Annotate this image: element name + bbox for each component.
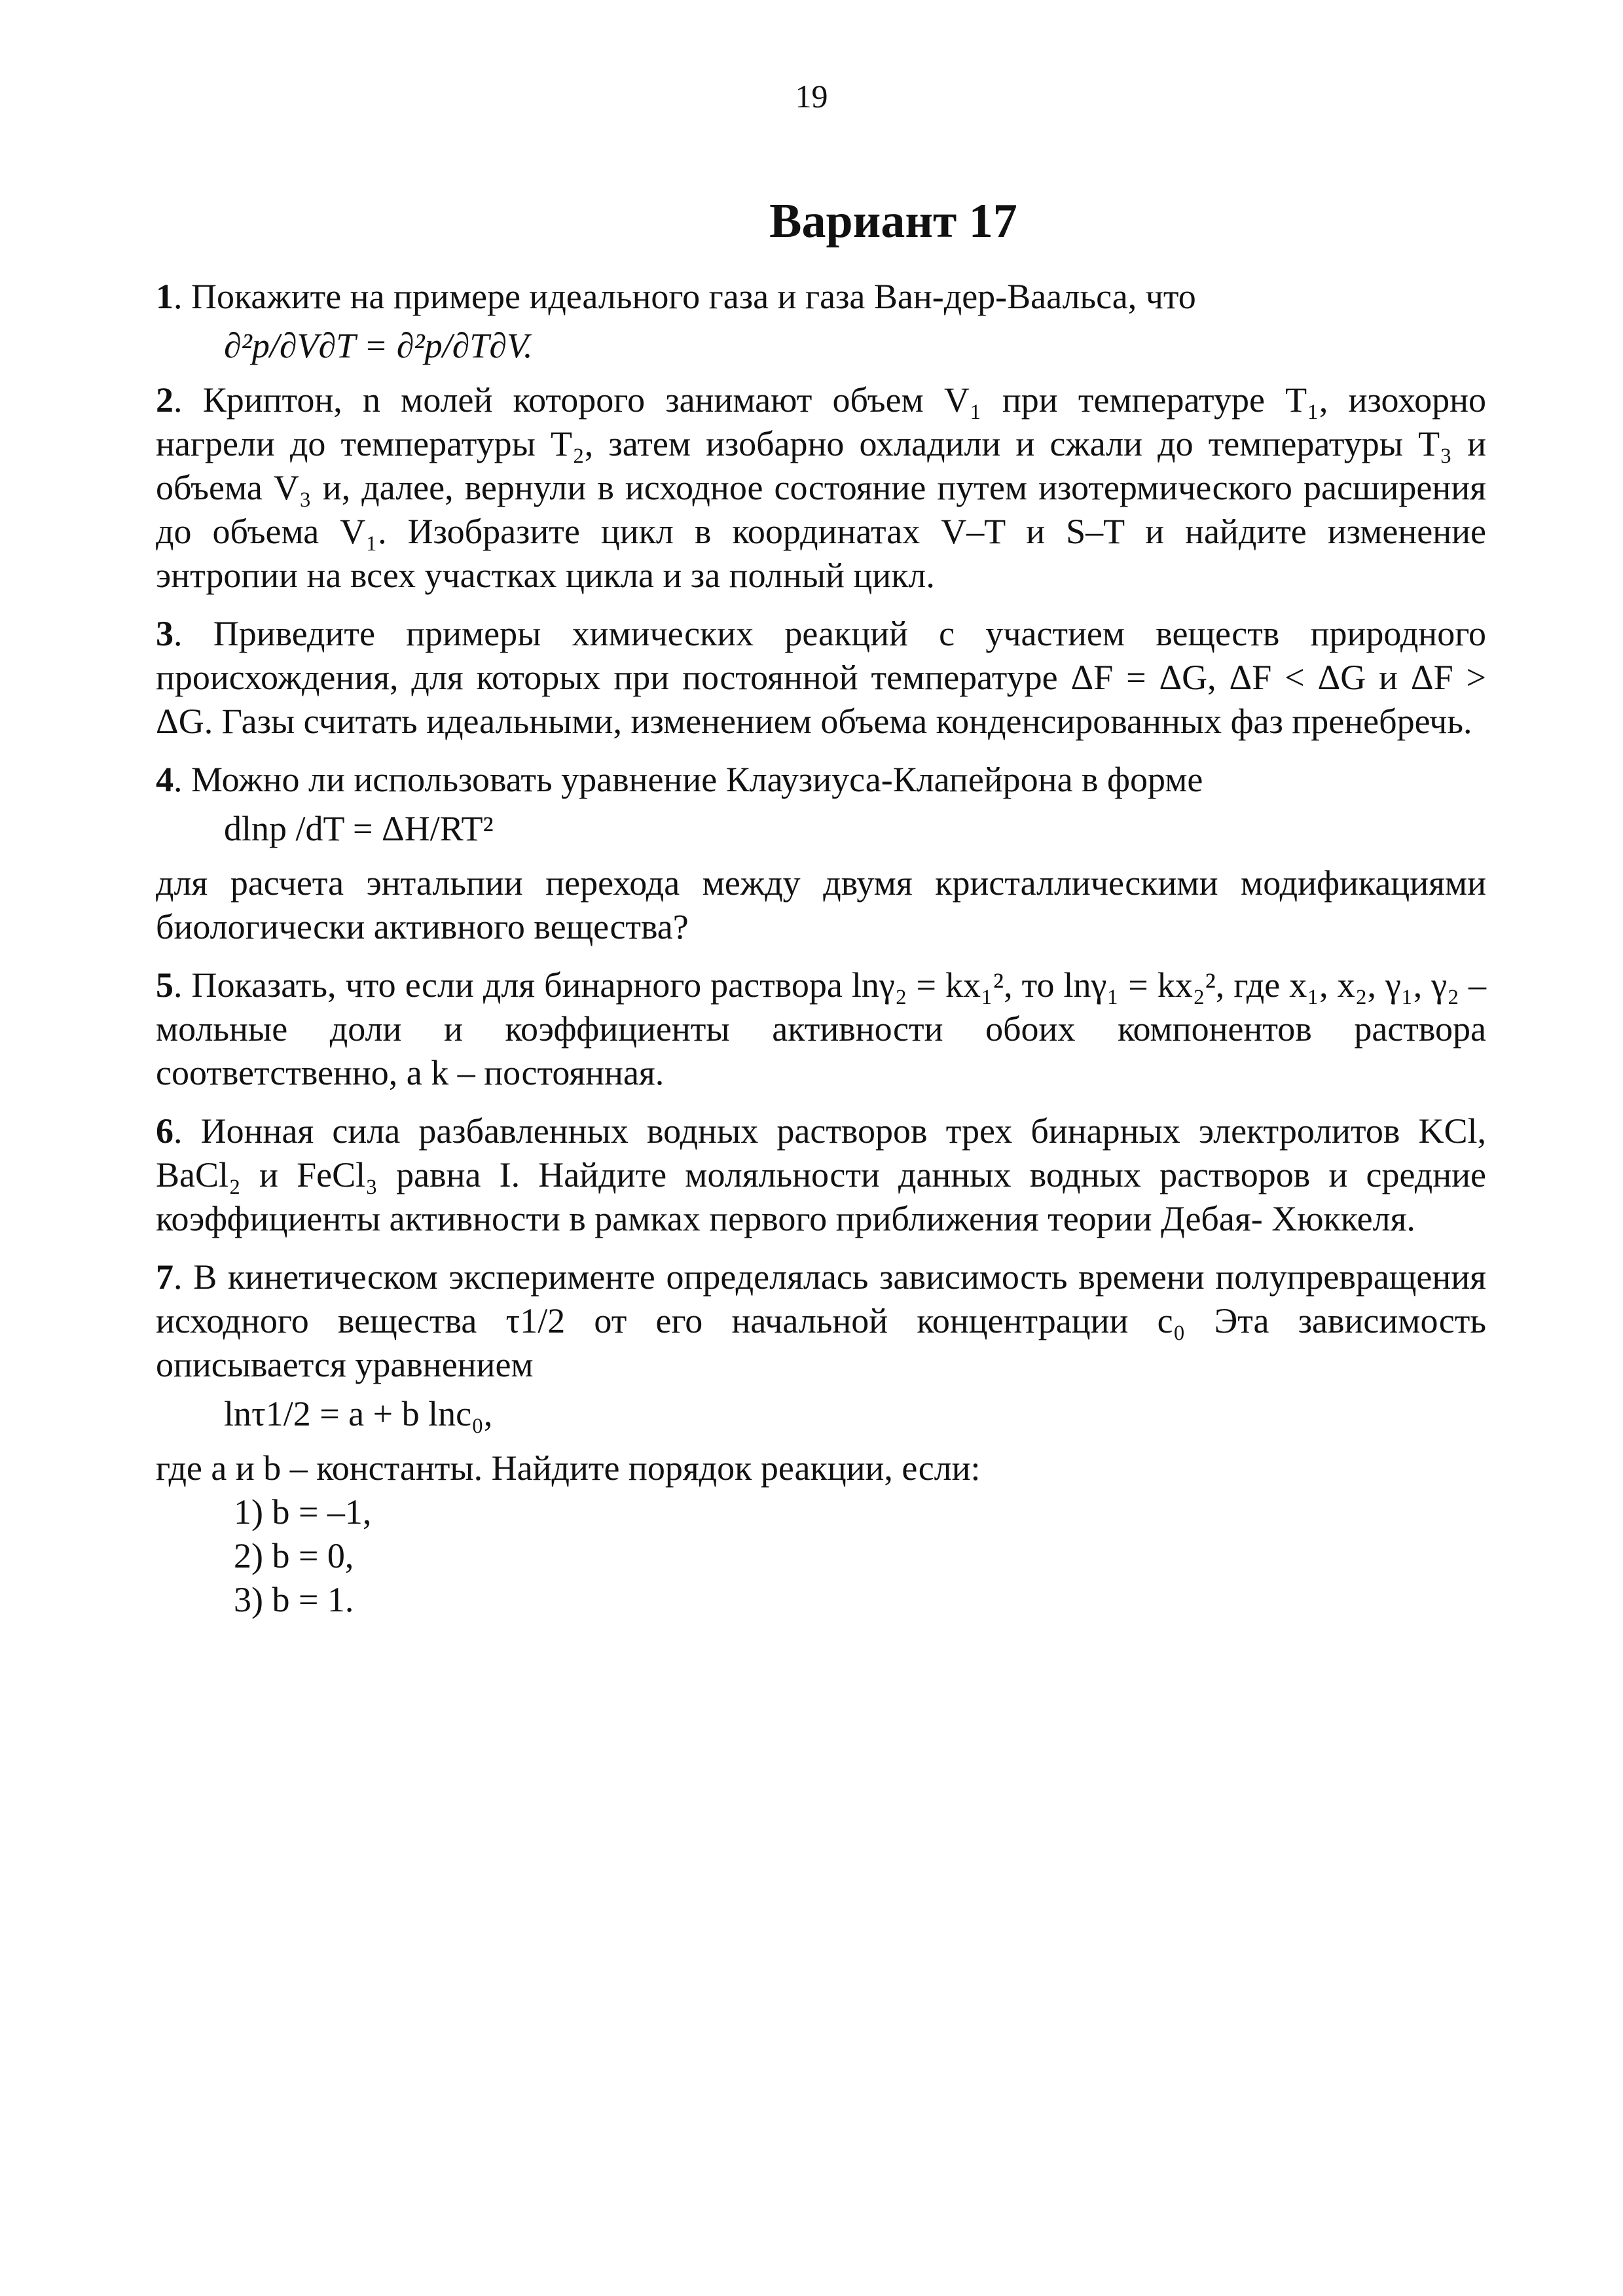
formula: dlnp /dT = ΔH/RT² [224, 809, 494, 848]
problem-continuation: где a и b – константы. Найдите порядок реакции, если: [156, 1448, 981, 1488]
problem-text: Показать, что если для бинарного раствора lnγ₂ = kx₁², то lnγ₁ = kx₂², где x₁, x₂, γ₁, γ₂ – мольные доли и коэффициенты активности обоих компонентов раствора соответственно, а k – постоянная. [156, 965, 1486, 1092]
problem-text: Криптон, n молей которого занимают объем V₁ при температуре T₁, изохорно нагрели до температуры T₂, затем изобарно охладили и сжали до температуры T₃ и объема V₃ и, далее, вернули в исходное состояние путем изотермического расширения до объема V₁. Изобразите цикл в координатах V–T и S–T и найдите изменение энтропии на всех участках цикла и за полный цикл. [156, 380, 1486, 595]
problem-list [156, 275, 1486, 1622]
answer-option-3: 3) b = 1. [234, 1580, 354, 1619]
problem-text: Ионная сила разбавленных водных растворов трех бинарных электролитов KCl, BaCl₂ и FeCl₃ равна I. Найдите моляльности данных водных растворов и средние коэффициенты активности в рамках первого приближения теории Дебая- Хюккеля. [156, 1111, 1487, 1238]
problem-number: 4 [156, 760, 173, 799]
problem-1: 1. Покажите на примере идеального газа и газа Ван-дер-Ваальса, что ∂²p/∂V∂T = ∂²p/∂T∂V. [156, 275, 1486, 368]
problem-text: В кинетическом эксперименте определялась зависимость времени полупревращения исходного вещества τ1/2 от его начальной концентрации c₀ Эта зависимость описывается уравнением [156, 1257, 1486, 1384]
problem-text: Можно ли использовать уравнение Клаузиуса-Клапейрона в форме [191, 760, 1203, 799]
page-number: 19 [795, 78, 828, 115]
problem-6: 6. Ионная сила разбавленных водных растворов трех бинарных электролитов KCl, BaCl₂ и FeCl₃ равна I. Найдите моляльности данных водных растворов и средние коэффициенты активности в рамках первого приближения теории Дебая- Хюккеля. [156, 1111, 1487, 1238]
problem-text: Приведите примеры химических реакций с участием веществ природного происхождения, для которых при постоянной температуре ΔF = ΔG, ΔF < ΔG и ΔF > ΔG. Газы считать идеальными, изменением объема конденсированных фаз пренебречь. [156, 614, 1486, 741]
problem-number: 3 [156, 614, 173, 653]
problem-number: 6 [156, 1111, 173, 1151]
answer-option-1: 1) b = –1, [234, 1492, 372, 1532]
problem-2: 2. Криптон, n молей которого занимают объем V₁ при температуре T₁, изохорно нагрели до температуры T₂, затем изобарно охладили и сжали до температуры T₃ и объема V₃ и, далее, вернули в исходное состояние путем изотермического расширения до объема V₁. Изобразите цикл в координатах V–T и S–T и найдите изменение энтропии на всех участках цикла и за полный цикл. [156, 380, 1486, 595]
problem-number: 5 [156, 965, 173, 1005]
problem-text: Покажите на примере идеального газа и газа Ван-дер-Ваальса, что [191, 277, 1196, 316]
problem-3: 3. Приведите примеры химических реакций с участием веществ природного происхождения, для которых при постоянной температуре ΔF = ΔG, ΔF < ΔG и ΔF > ΔG. Газы считать идеальными, изменением объема конденсированных фаз пренебречь. [156, 614, 1486, 741]
problem-5: 5. Показать, что если для бинарного раствора lnγ₂ = kx₁², то lnγ₁ = kx₂², где x₁, x₂, γ₁, γ₂ – мольные доли и коэффициенты активности обоих компонентов раствора соответственно, а k – постоянная. [156, 965, 1486, 1092]
formula: lnτ1/2 = a + b lnc₀, [224, 1394, 493, 1433]
problem-7: 7. В кинетическом эксперименте определялась зависимость времени полупревращения исходного вещества τ1/2 от его начальной концентрации c₀ Эта зависимость описывается уравнением lnτ1/2 = a + b lnc₀, где a и b – константы. Найдите порядок реакции, если: 1) b = –1, 2) b = 0, 3) b = 1. [156, 1255, 1486, 1622]
problem-number: 2 [156, 380, 173, 420]
problem-continuation: для расчета энтальпии перехода между двумя кристаллическими модификациями биологически активного вещества? [156, 863, 1486, 946]
answer-option-2: 2) b = 0, [234, 1536, 354, 1575]
problem-number: 7 [156, 1257, 173, 1297]
problem-number: 1 [156, 277, 173, 316]
problem-4: 4. Можно ли использовать уравнение Клаузиуса-Клапейрона в форме dlnp /dT = ΔH/RT² для расчета энтальпии перехода между двумя кристаллическими модификациями биологически активного вещества? [156, 758, 1486, 949]
formula: ∂²p/∂V∂T = ∂²p/∂T∂V. [224, 326, 533, 365]
page-title: Вариант 17 [769, 194, 1017, 248]
